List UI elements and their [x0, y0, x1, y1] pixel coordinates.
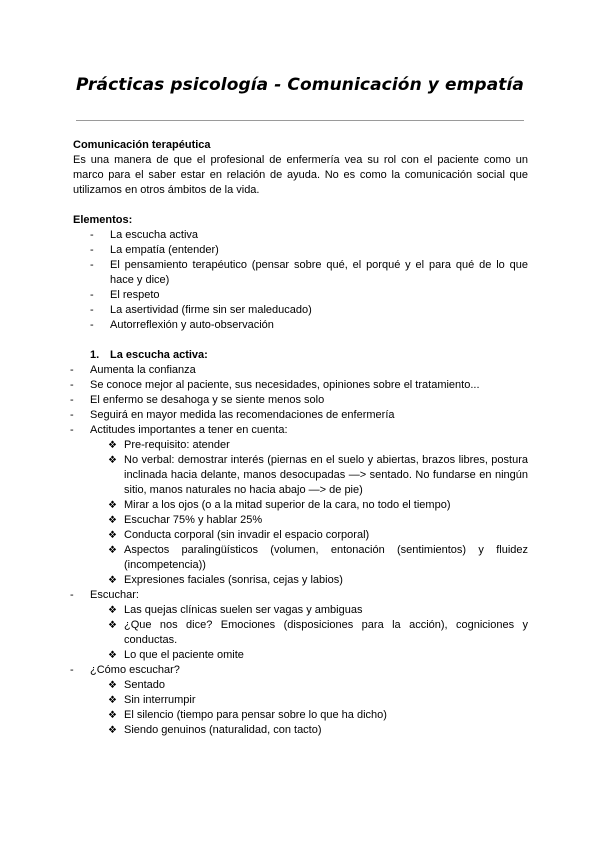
list-item-text: El respeto: [110, 289, 160, 301]
diamond-bullet-icon: ❖: [108, 500, 117, 511]
list-item: [53, 393, 528, 408]
sublist-item-text: Mirar a los ojos (o a la mitad superior de la cara, no todo el tiempo): [124, 499, 451, 511]
dash-bullet: -: [90, 259, 94, 271]
list-item: [73, 303, 528, 318]
dash-bullet: -: [70, 409, 74, 421]
como-escuchar-sublist: [53, 678, 528, 738]
sublist-item: [53, 678, 528, 693]
section-heading-text: La escucha activa:: [110, 349, 208, 361]
diamond-bullet-icon: ❖: [108, 695, 117, 706]
list-item: [73, 228, 528, 243]
diamond-bullet-icon: ❖: [108, 725, 117, 736]
list-item-text: El enfermo se desahoga y se siente menos solo: [90, 394, 325, 406]
title-divider: [76, 120, 524, 121]
list-item-escuchar: [53, 588, 528, 663]
list-item-text: La escucha activa: [110, 229, 199, 241]
dash-bullet: -: [70, 379, 74, 391]
sublist-item: [53, 618, 528, 648]
list-item-text: Aumenta la confianza: [90, 364, 196, 376]
dash-bullet: -: [70, 589, 74, 601]
sublist-item: [53, 528, 528, 543]
section-heading-escucha: [73, 348, 528, 363]
sublist-item: [53, 603, 528, 618]
diamond-bullet-icon: ❖: [108, 650, 117, 661]
sublist-item-text: Aspectos paralingüísticos (volumen, entonación (sentimientos) y fluidez (incompetencia)): [124, 544, 528, 571]
sublist-item-text: Lo que el paciente omite: [124, 649, 244, 661]
diamond-bullet-icon: ❖: [108, 455, 117, 466]
diamond-bullet-icon: ❖: [108, 680, 117, 691]
sublist-item: [53, 498, 528, 513]
diamond-bullet-icon: ❖: [108, 515, 117, 526]
list-item-text: La empatía (entender): [110, 244, 219, 256]
sublist-item: [53, 543, 528, 573]
elementos-list: [73, 228, 528, 333]
sublist-item-text: Siendo genuinos (naturalidad, con tacto): [124, 724, 322, 736]
list-item: [73, 318, 528, 333]
list-item: [73, 288, 528, 303]
sublist-item-text: Expresiones faciales (sonrisa, cejas y labios): [124, 574, 343, 586]
sublist-item: [53, 453, 528, 498]
sublist-item-text: Pre-requisito: atender: [124, 439, 230, 451]
list-item-text: Seguirá en mayor medida las recomendaciones de enfermería: [90, 409, 395, 421]
document-body: [70, 138, 528, 738]
sublist-item: [53, 648, 528, 663]
section-number: 1.: [90, 349, 100, 361]
diamond-bullet-icon: ❖: [108, 620, 117, 631]
sublist-item-text: Sentado: [124, 679, 165, 691]
sublist-item-text: No verbal: demostrar interés (piernas en el suelo y abiertas, brazos libres, postura inclinada hacia delante, manos desocupadas —> sentado. No fundarse en ningún sitio, manos naturales no hacia abajo —> de pie): [124, 454, 528, 496]
escucha-list: [53, 363, 528, 738]
dash-bullet: -: [70, 664, 74, 676]
diamond-bullet-icon: ❖: [108, 545, 117, 556]
dash-bullet: -: [90, 289, 94, 301]
sublist-item: [53, 513, 528, 528]
dash-bullet: -: [90, 319, 94, 331]
list-item-actitudes: [53, 423, 528, 588]
sublist-item: [53, 438, 528, 453]
dash-bullet: -: [70, 364, 74, 376]
diamond-bullet-icon: ❖: [108, 605, 117, 616]
dash-bullet: -: [90, 244, 94, 256]
list-item-text: La asertividad (firme sin ser maleducado): [110, 304, 312, 316]
sublist-item-text: El silencio (tiempo para pensar sobre lo que ha dicho): [124, 709, 387, 721]
list-item: [53, 363, 528, 378]
diamond-bullet-icon: ❖: [108, 530, 117, 541]
paragraph-comunicacion: Es una manera de que el profesional de enfermería vea su rol con el paciente como un marco para el saber estar en relación de ayuda. No es como la comunicación social que utilizamos en otros ámbitos de la vida.: [73, 154, 528, 196]
sublist-item-text: Las quejas clínicas suelen ser vagas y ambiguas: [124, 604, 363, 616]
page-title: Prácticas psicología - Comunicación y empatía: [75, 75, 524, 95]
list-item-como-escuchar: [53, 663, 528, 738]
list-item-text: Se conoce mejor al paciente, sus necesidades, opiniones sobre el tratamiento...: [90, 379, 480, 391]
sublist-item: [53, 708, 528, 723]
sublist-item-text: Escuchar 75% y hablar 25%: [124, 514, 263, 526]
list-item: [73, 258, 528, 288]
dash-bullet: -: [90, 229, 94, 241]
list-item-text: ¿Cómo escuchar?: [90, 664, 180, 676]
dash-bullet: -: [90, 304, 94, 316]
actitudes-sublist: [53, 438, 528, 588]
diamond-bullet-icon: ❖: [108, 710, 117, 721]
list-item-text: Escuchar:: [90, 589, 139, 601]
sublist-item-text: Conducta corporal (sin invadir el espacio corporal): [124, 529, 370, 541]
sublist-item-text: ¿Que nos dice? Emociones (disposiciones para la acción), cogniciones y conductas.: [124, 619, 528, 646]
sublist-item: [53, 693, 528, 708]
list-item: [73, 243, 528, 258]
sublist-item: [53, 723, 528, 738]
sublist-item-text: Sin interrumpir: [124, 694, 196, 706]
list-item-text: El pensamiento terapéutico (pensar sobre qué, el porqué y el para qué de lo que hace y dice): [110, 259, 528, 286]
sublist-item: [53, 573, 528, 588]
list-item: [53, 378, 528, 393]
diamond-bullet-icon: ❖: [108, 575, 117, 586]
list-item: [53, 408, 528, 423]
escuchar-sublist: [53, 603, 528, 663]
diamond-bullet-icon: ❖: [108, 440, 117, 451]
section-heading-comunicacion: Comunicación terapéutica: [73, 139, 211, 151]
list-item-text: Actitudes importantes a tener en cuenta:: [90, 424, 288, 436]
dash-bullet: -: [70, 394, 74, 406]
section-heading-elementos: Elementos:: [73, 214, 133, 226]
dash-bullet: -: [70, 424, 74, 436]
list-item-text: Autorreflexión y auto-observación: [110, 319, 274, 331]
